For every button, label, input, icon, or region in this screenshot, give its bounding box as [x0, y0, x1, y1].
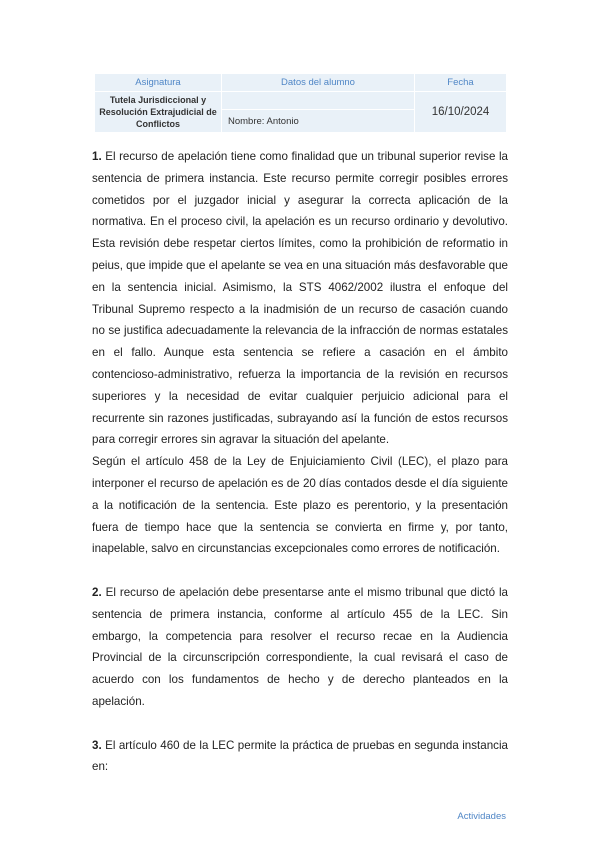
paragraph-1b: Según el artículo 458 de la Ley de Enjuiciamiento Civil (LEC), el plazo para interponer el recurso de apelación es de 20 días contados desde el día siguiente a la notificación de la sentencia. Este plazo es perentorio, y la presentación fuera de tiempo hace que la sentencia se convierta en firme y, por tanto, inapelable, salvo en circunstancias excepcionales como errores de notificación. [92, 455, 508, 556]
paragraph-1 [92, 146, 508, 451]
student-name: Nombre: Antonio [222, 110, 415, 133]
paragraph-2-text: El recurso de apelación debe presentarse ante el mismo tribunal que dictó la sentencia de primera instancia, conforme al artículo 455 de la LEC. Sin embargo, la competencia para resolver el recurso recae en la Audiencia Provincial de la circunscripción correspondiente, la cual revisará el caso de acuerdo con los fundamentos de hecho y de derecho planteados en la apelación. [92, 585, 508, 708]
document-body [92, 146, 508, 778]
header-col-date: Fecha [415, 74, 507, 92]
paragraph-2-number: 2. [92, 585, 102, 599]
header-col-student: Datos del alumno [222, 74, 415, 92]
header-table [94, 73, 507, 133]
paragraph-3-number: 3. [92, 738, 102, 752]
student-data-blank [222, 92, 415, 110]
date-value: 16/10/2024 [415, 92, 507, 133]
footer-label: Actividades [457, 811, 506, 822]
paragraph-1-number: 1. [92, 150, 102, 163]
paragraph-3-text: El artículo 460 de la LEC permite la práctica de pruebas en segunda instancia en: [92, 738, 508, 774]
header-col-subject: Asignatura [95, 74, 222, 92]
paragraph-1-text: El recurso de apelación tiene como finalidad que un tribunal superior revise la sentencia de primera instancia. Este recurso permite corregir posibles errores cometidos por el juzgador inicial y asegurar la correcta aplicación de la normativa. En el proceso civil, la apelación es un recurso ordinario y devolutivo. Esta revisión debe respetar ciertos límites, como la prohibición de reformatio in peius, que impide que el apelante se vea en una situación más desfavorable que en la sentencia inicial. Asimismo, la STS 4062/2002 ilustra el enfoque del Tribunal Supremo respecto a la inadmisión de un recurso de casación cuando no se justifica adecuadamente la relevancia de la infracción de normas estatales en el fallo. Aunque esta sentencia se refiere a casación en el ámbito contencioso-administrativo, refuerza la importancia de la revisión en recursos superiores y la necesidad de evitar cualquier perjuicio adicional para el recurrente sin razones justificadas, subrayando así la función de estos recursos para corregir errores sin agravar la situación del apelante. [92, 150, 508, 447]
paragraph-2 [92, 582, 508, 713]
paragraph-3 [92, 735, 508, 779]
subject-name: Tutela Jurisdiccional y Resolución Extrajudicial de Conflictos [95, 92, 222, 133]
